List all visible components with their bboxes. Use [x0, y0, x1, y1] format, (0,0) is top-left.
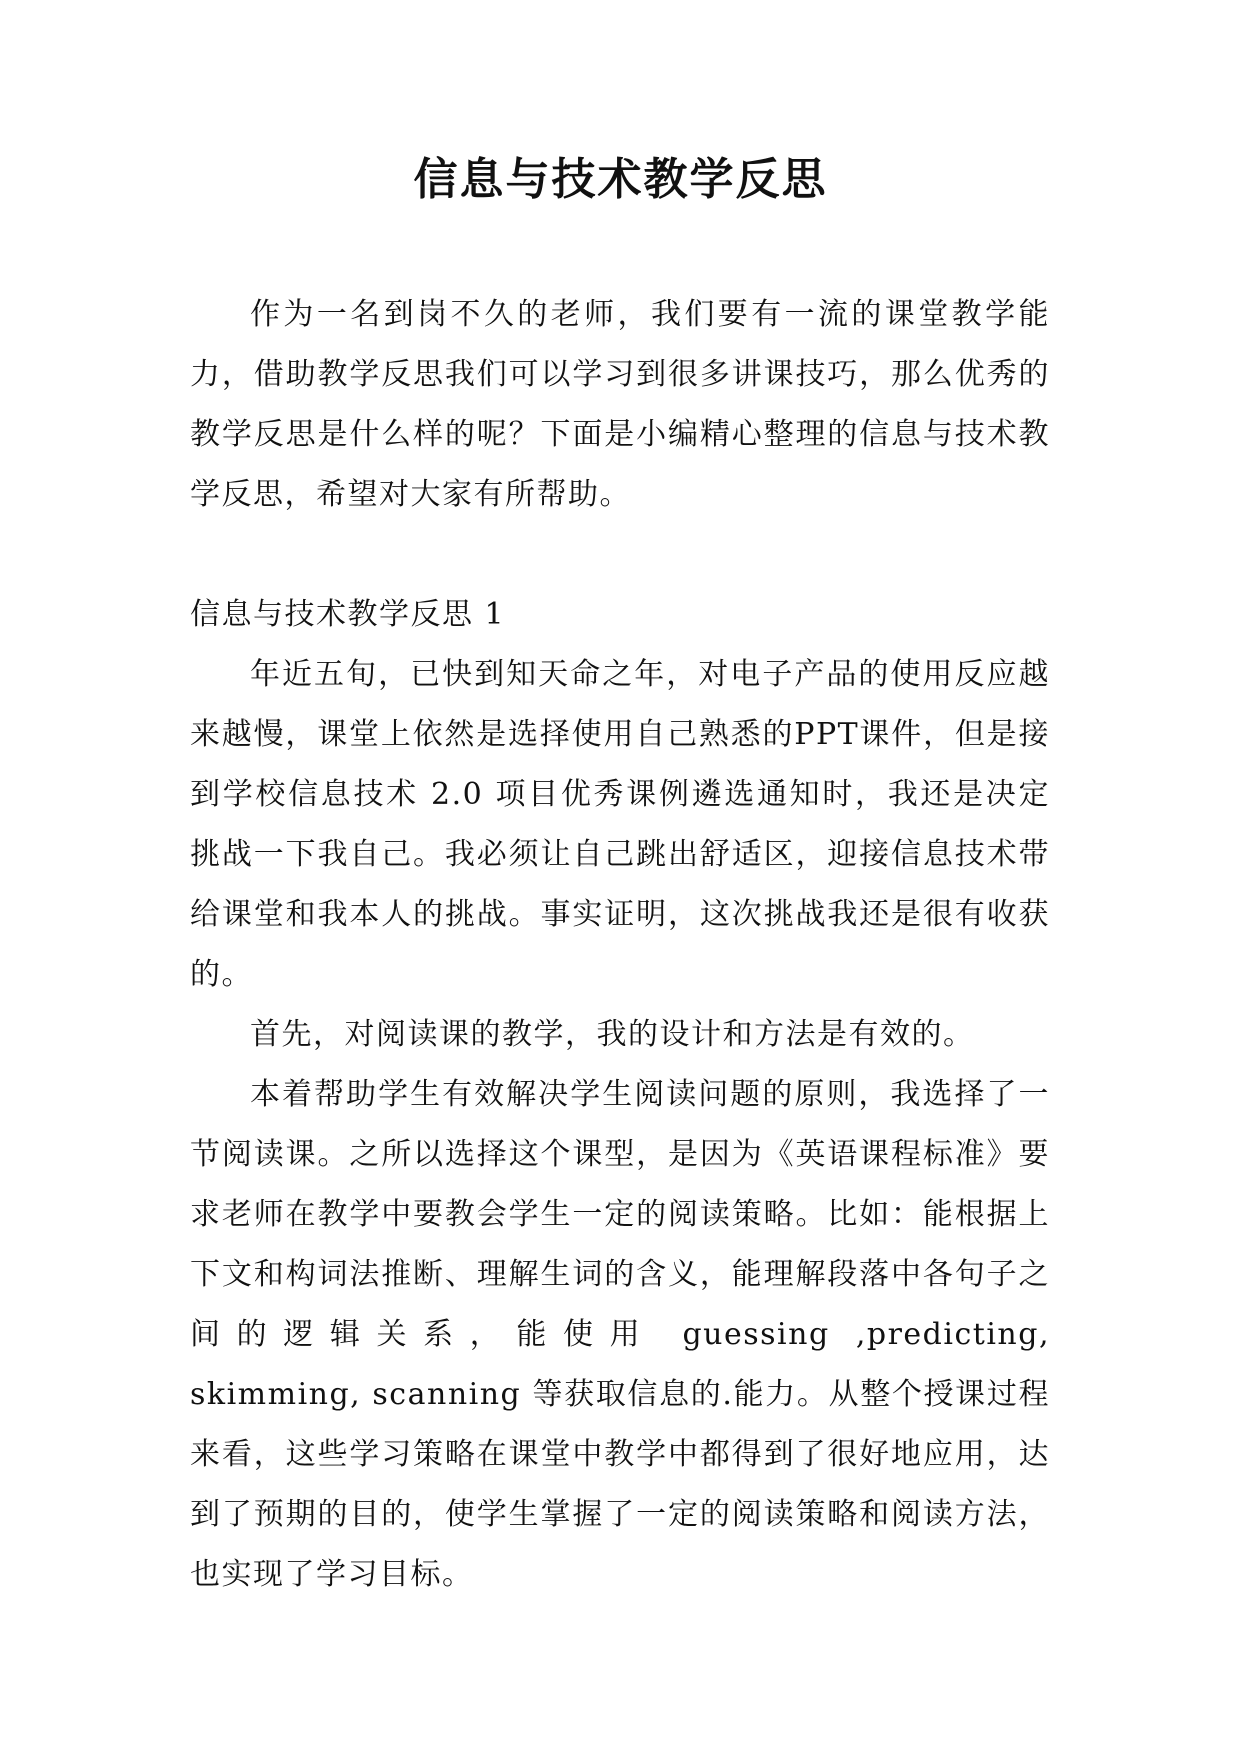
document-body — [190, 285, 1050, 1605]
body-paragraph-3: 本着帮助学生有效解决学生阅读问题的原则，我选择了一节阅读课。之所以选择这个课型，是因为《英语课程标准》要求老师在教学中要教会学生一定的阅读策略。比如：能根据上下文和构词法推断、理解生词的含义，能理解段落中各句子之间的逻辑关系，能使用 guessing ,predicting, skimming, scanning 等获取信息的.能力。从整个授课过程来看，这些学习策略在课堂中教学中都得到了很好地应用，达到了预期的目的，使学生掌握了一定的阅读策略和阅读方法，也实现了学习目标。 — [190, 1077, 1050, 1592]
intro-paragraph: 作为一名到岗不久的老师，我们要有一流的课堂教学能力，借助教学反思我们可以学习到很多讲课技巧，那么优秀的教学反思是什么样的呢？下面是小编精心整理的信息与技术教学反思，希望对大家有所帮助。 — [190, 297, 1050, 512]
section-heading: 信息与技术教学反思 1 — [190, 597, 506, 632]
body-paragraph-2: 首先，对阅读课的教学，我的设计和方法是有效的。 — [250, 1017, 975, 1052]
body-paragraph-1: 年近五旬，已快到知天命之年，对电子产品的使用反应越来越慢，课堂上依然是选择使用自己熟悉的PPT课件，但是接到学校信息技术 2.0 项目优秀课例遴选通知时，我还是决定挑战一下我自己。我必须让自己跳出舒适区，迎接信息技术带给课堂和我本人的挑战。事实证明，这次挑战我还是很有收获的。 — [190, 657, 1050, 992]
document-title: 信息与技术教学反思 — [413, 154, 828, 205]
